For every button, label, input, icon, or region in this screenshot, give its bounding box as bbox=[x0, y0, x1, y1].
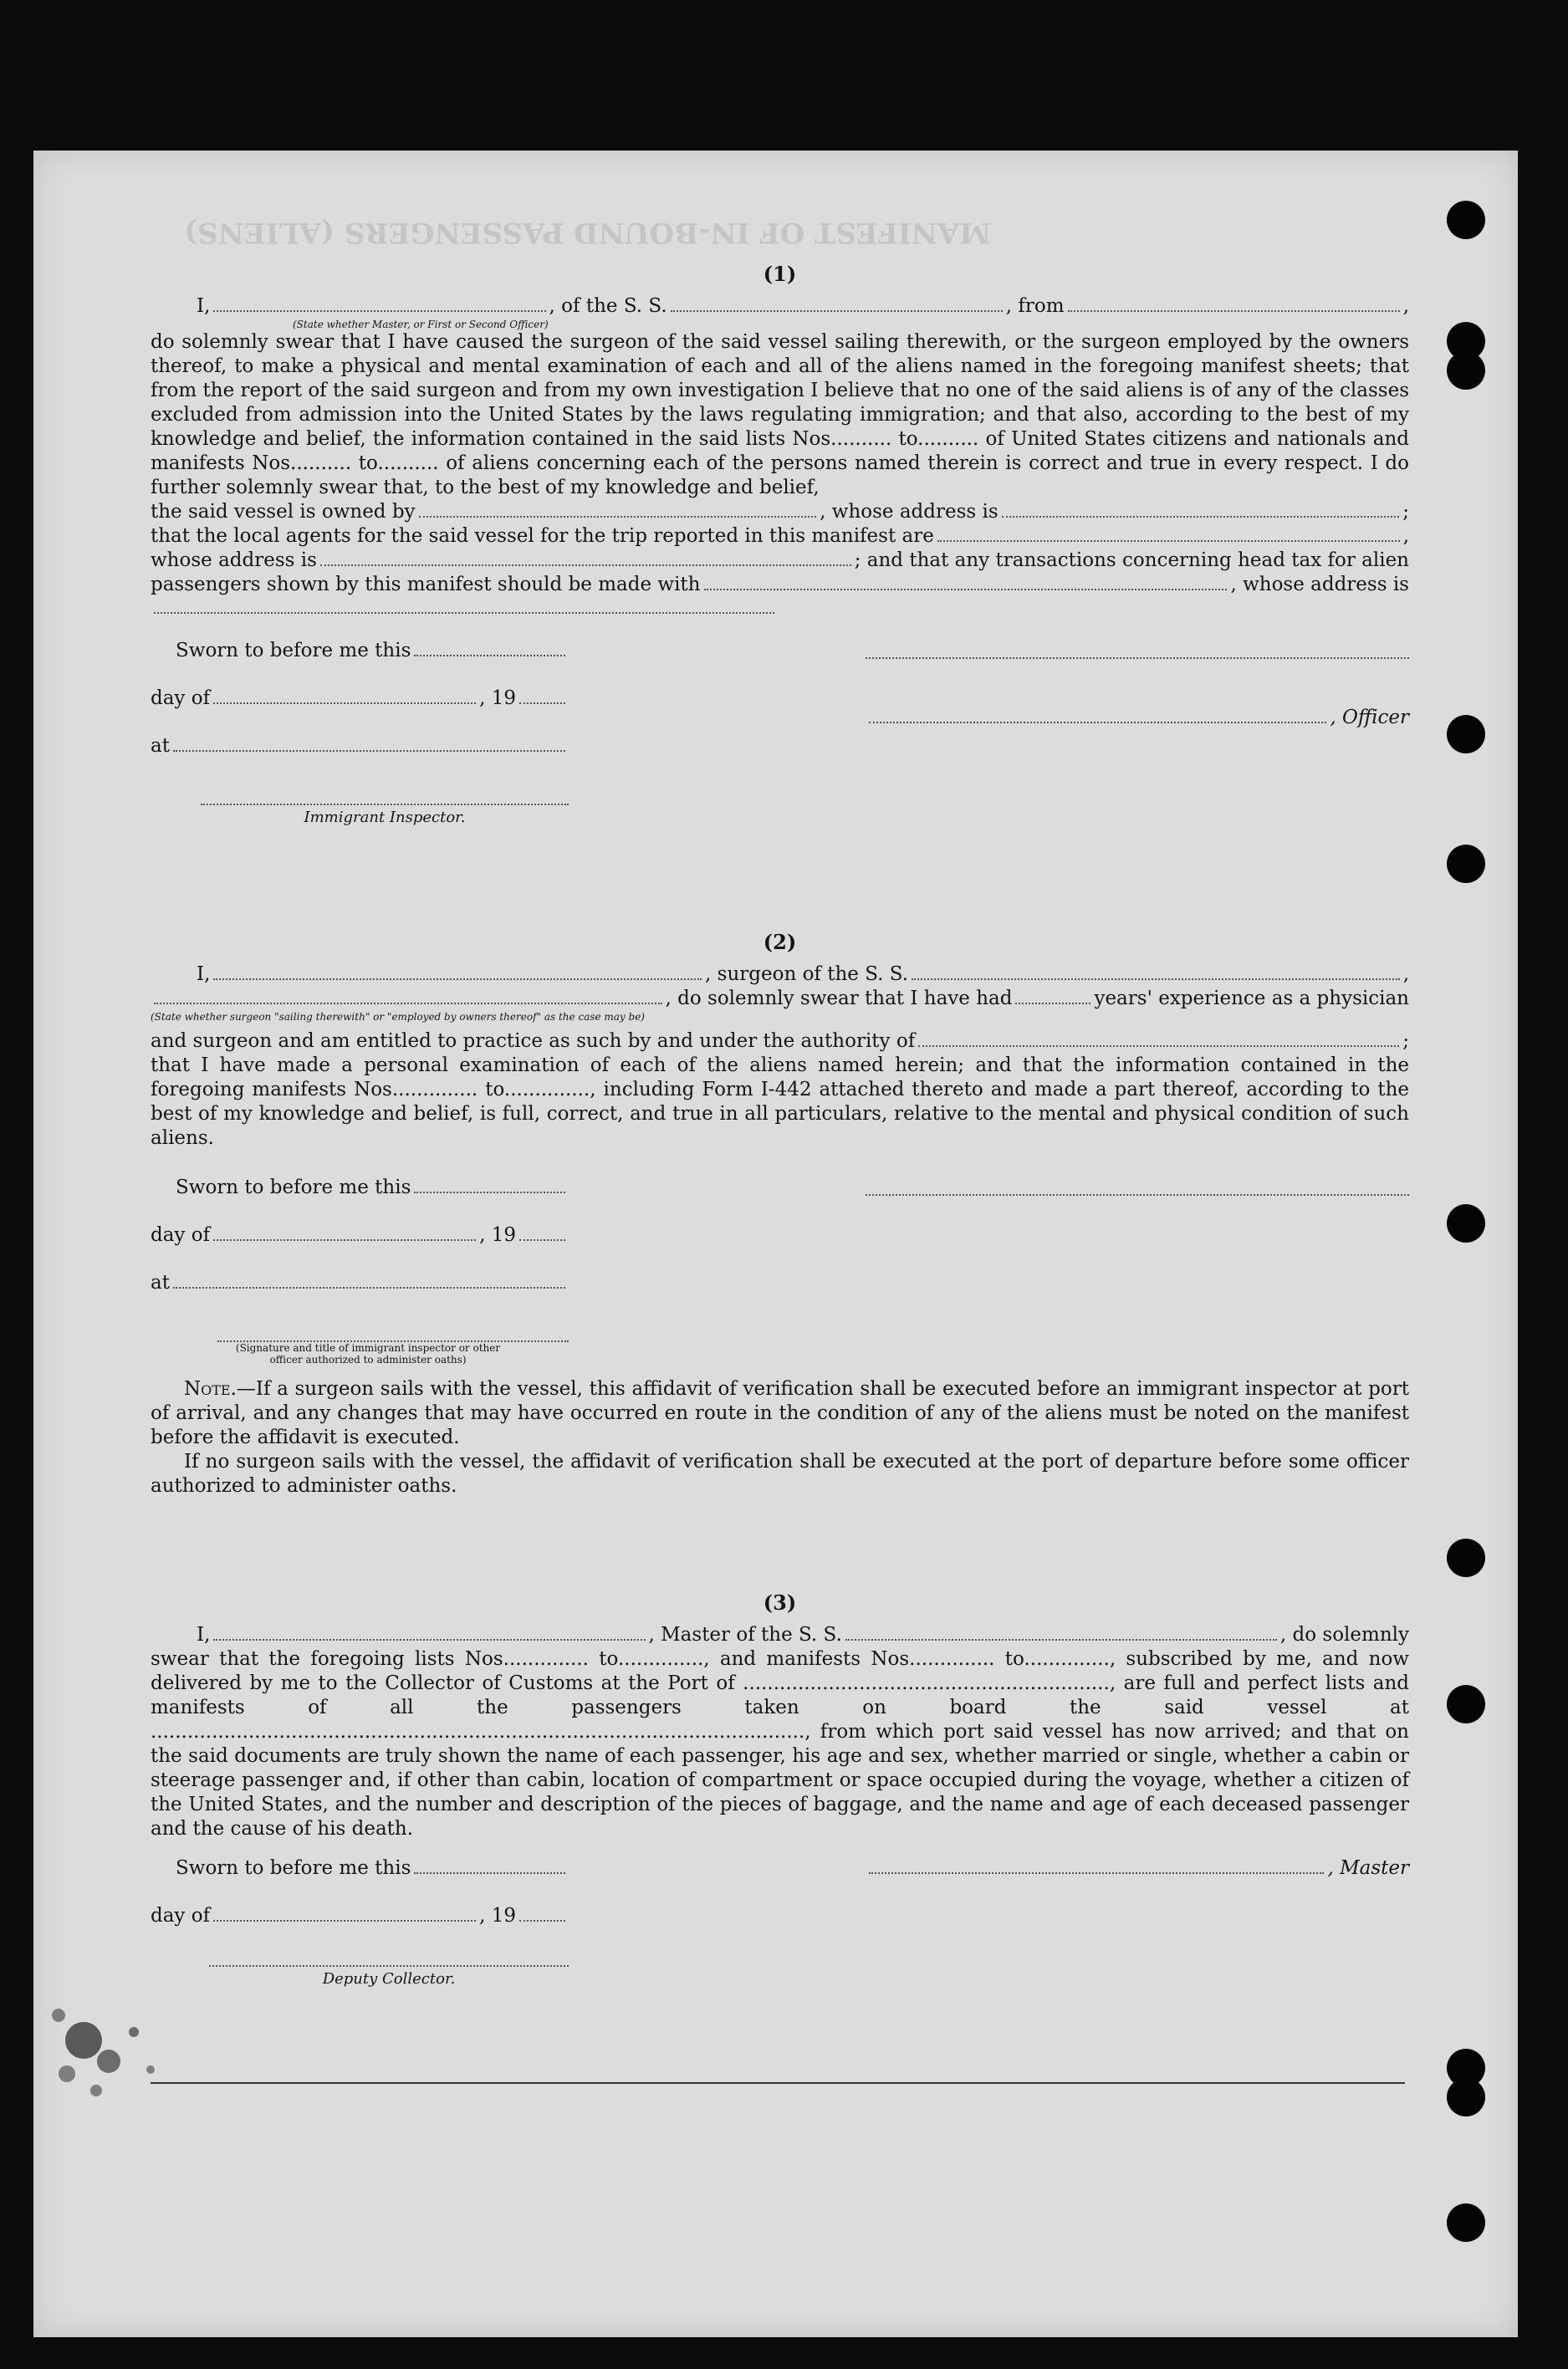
punch-hole bbox=[1447, 2078, 1485, 2116]
surgeon-ship-field[interactable] bbox=[912, 963, 1400, 980]
from-port-field[interactable] bbox=[1068, 295, 1400, 312]
section-1-first-line: I, , of the S. S. , from , bbox=[197, 295, 1410, 317]
punch-hole bbox=[1447, 2203, 1485, 2242]
sworn-day-field-1[interactable] bbox=[414, 640, 565, 656]
master-ship-field[interactable] bbox=[845, 1624, 1277, 1641]
agents-address-field[interactable] bbox=[320, 549, 851, 566]
section-2-heading: (2) bbox=[763, 930, 797, 954]
head-tax-contact-field[interactable] bbox=[704, 574, 1228, 590]
year-field-2[interactable] bbox=[519, 1224, 565, 1241]
ink-stain bbox=[33, 1982, 251, 2132]
authority-field[interactable] bbox=[918, 1030, 1399, 1047]
year-field-3[interactable] bbox=[519, 1905, 565, 1922]
officer-signature-line-1[interactable] bbox=[866, 639, 1409, 659]
deputy-signature[interactable] bbox=[209, 1947, 569, 1967]
section-1-body: do solemnly swear that I have caused the surgeon of the said vessel sailing therewith, or the surgeon employed by the owners thereof, to make a physical and mental examination of each and all of the aliens named in the foregoing manifest sheets; that from the report of the said surgeon and from my own investigation I believe that no one of the said aliens is of any of the classes excluded from admission into the United States by the laws regulating immigration; and that also, according to the best of my knowledge and belief, the information contained in the said lists Nos.......... to.......... of United States citizens and nationals and manifests Nos.......... to.......... of aliens concerning each of the persons named therein is correct and true in every respect. I do further solemnly swear that, to the best of my knowledge and belief, bbox=[151, 331, 1409, 498]
inspector-signature-2[interactable] bbox=[217, 1322, 569, 1342]
note-paragraph-1: —If a surgeon sails with the vessel, this affidavit of verification shall be executed before an immigrant inspector at port of arrival, and any changes that may have occurred en route in the condition of any of the aliens must be noted on the manifest before the affidavit is executed. bbox=[151, 1378, 1409, 1448]
head-tax-address-field[interactable] bbox=[154, 597, 774, 614]
note-paragraph-2: If no surgeon sails with the vessel, the affidavit of verification shall be executed at the port of departure before some officer authorized to administer oaths. bbox=[151, 1451, 1409, 1497]
punch-hole bbox=[1447, 201, 1485, 239]
master-signature-field[interactable] bbox=[869, 1857, 1324, 1874]
years-field[interactable] bbox=[1015, 988, 1090, 1004]
surgeon-name-field[interactable] bbox=[213, 963, 702, 980]
surgeon-signature-line[interactable] bbox=[866, 1176, 1409, 1196]
punch-hole bbox=[1447, 1204, 1485, 1243]
surgeon-note: (State whether surgeon "sailing therewith" or "employed by owners thereof" as the case may be) bbox=[151, 1011, 645, 1023]
faded-header: MANIFEST OF IN-BOUND PASSENGERS (ALIENS) bbox=[184, 216, 991, 249]
place-field-2[interactable] bbox=[173, 1272, 565, 1289]
officer-note: (State whether Master, or First or Second Officer) bbox=[293, 319, 549, 330]
place-field-1[interactable] bbox=[173, 735, 565, 752]
local-agents-field[interactable] bbox=[937, 525, 1400, 542]
punch-hole bbox=[1447, 1685, 1485, 1723]
owner-field[interactable] bbox=[419, 501, 817, 518]
month-field-2[interactable] bbox=[213, 1224, 476, 1241]
punch-hole bbox=[1447, 845, 1485, 883]
month-field-3[interactable] bbox=[213, 1905, 476, 1922]
punch-hole bbox=[1447, 1539, 1485, 1577]
officer-signature-field[interactable] bbox=[869, 707, 1326, 723]
inspector-signature-1[interactable] bbox=[201, 785, 569, 805]
sworn-day-field-2[interactable] bbox=[414, 1177, 565, 1193]
punch-hole bbox=[1447, 715, 1485, 753]
form-page bbox=[33, 151, 1518, 2337]
section-3-body: swear that the foregoing lists Nos.............. to.............., and manifests Nos.............. to.............., subscribed by me, and now delivered by me to the Collector of Customs at the Port of ............................................................, are full and perfect lists and manifests of all the passengers taken on board the said vessel at ..........................................................................................................., from which port said vessel has now arrived; and that on the said documents are truly shown the name of each passenger, his age and sex, whether married or single, whether a cabin or steerage passenger and, if other than cabin, location of compartment or space occupied during the voyage, whether a citizen of the United States, and the number and description of the pieces of baggage, and the name and age of each deceased passenger and the cause of his death. bbox=[151, 1648, 1409, 1840]
form-content: (1) I, , of the S. S. , from , (State whether Master, or First or Second Officer) do solemnly swear that I have caused the surgeon of the said vessel sailing therewith, or the surgeon employed by the owners thereof, to make a physical and mental examination of each and all of the aliens named in the foregoing manifest sheets; that from the report of the said surgeon and from my own investigation I believe that no one of the said aliens is of any of the classes excluded from admission into the United States by the laws regulating immigration; and that also, according to the best of my knowledge and belief, the information contained in the said lists Nos.......... to.......... of United States citizens and nationals and manifests Nos.......... to.......... of aliens concerning each of the persons named therein is correct and true in every respect. I do further solemnly swear that, to the best of my knowledge and belief, the said vessel is owned by , whose address is ; that the local agents for the said vessel for the trip reported in this manifest are , whose address is ; and that any transactions concerning head tax for alien passengers shown by this manifest should be made with , whose address is Sworn to before me this day of , 19 at Immigrant Inspector. , Officer (2) I, , surgeon of the S. S. , , do solemnly swear that I have had years' experience as a physician (State whether surgeon "sailing therewith" or "employed by owners thereof" as the case may be) and surgeon and am entitled to practice as such by and under the authority of ; that I have made a personal examination of each of the aliens named herein; and that the information contained in the foregoing manifests Nos.............. to.............., including Form I-442 attached thereto and made a part thereof, according to the best of my knowledge and belief, is full, correct, and true in all particulars, relative to the mental and physical condition of such aliens. Sworn to before me this day of , 19 at (Signature and title of immigrant inspector or other officer authorized to administer oaths) Note.—If a surgeon sails with the vessel, this affidavit of verification shall be executed before an immigrant inspector at port of arrival, and any changes that may have occurred en route in the condition of any of the aliens must be noted on the manifest before the affidavit is executed. If no surgeon sails with the vessel, the affidavit of verification shall be executed at the port of departure before some officer authorized to administer oaths. (3) I, , Master of the S. S. , do solemnly swear that the foregoing lists Nos.............. to.............., and manifests Nos.............. to.............., subscribed by me, and now delivered by me to the Collector of Customs at the Port of ............................................................, are full and perfect lists and manifests of all the passengers taken on board the said vessel at ..........................................................................................................., from which port said vessel has now arrived; and that on the said documents are truly shown the name of each passenger, his age and sex, whether married or single, whether a cabin or steerage passenger and, if other than cabin, location of compartment or space occupied during the voyage, whether a citizen of the United States, and the number and description of the pieces of baggage, and the name and age of each deceased passenger and the cause of his death. Sworn to before me this day of , 19 Deputy Collector. , Master bbox=[151, 262, 1410, 1988]
ship-name-field[interactable] bbox=[671, 295, 1003, 312]
month-field-1[interactable] bbox=[213, 687, 476, 704]
section-3-heading: (3) bbox=[763, 1590, 797, 1615]
bottom-rule bbox=[151, 2082, 1405, 2084]
owner-address-field[interactable] bbox=[1002, 501, 1400, 518]
year-field-1[interactable] bbox=[519, 687, 565, 704]
officer-name-field[interactable] bbox=[213, 295, 545, 312]
surgeon-status-field[interactable] bbox=[154, 988, 662, 1004]
punch-hole bbox=[1447, 351, 1485, 390]
master-name-field[interactable] bbox=[213, 1624, 645, 1641]
section-1-heading: (1) bbox=[763, 262, 797, 286]
sworn-day-field-3[interactable] bbox=[414, 1857, 565, 1874]
section-2-body: that I have made a personal examination of each of the aliens named herein; and that the information contained in the foregoing manifests Nos.............. to.............., including Form I-442 attached thereto and made a part thereof, according to the best of my knowledge and belief, is full, correct, and true in all particulars, relative to the mental and physical condition of such aliens. bbox=[151, 1054, 1409, 1149]
